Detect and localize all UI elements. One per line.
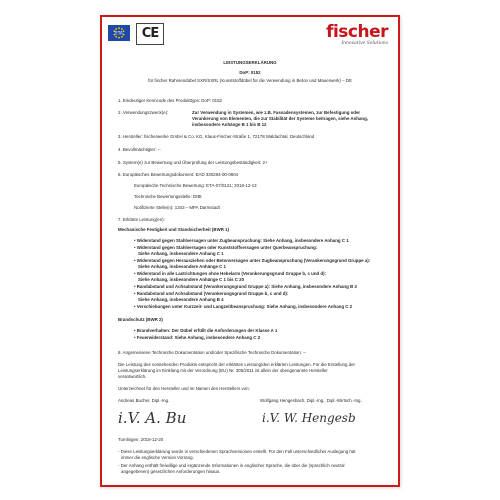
mech-heading: Mechanische Festigkeit und Standsicherheit (BWR 1) <box>118 227 230 232</box>
item-6-tab: Technische Bewertungsstelle: DIBt <box>134 194 202 199</box>
item-7: 7. Erklärte Leistung(en): <box>118 217 165 222</box>
svg-text:ETA: ETA <box>115 30 123 36</box>
footer-note-2: immer die englische Version Vorrang. <box>121 455 194 460</box>
item-2-label: 2. Verwendungszweck(e): <box>118 110 169 115</box>
item-6: 6. Europäisches Bewertungsdokument: EAD 330284-00-0604 <box>118 172 239 177</box>
fire-heading: Brandschutz (BWR 2) <box>118 317 163 322</box>
footer-note-1: - Diese Leistungserklärung wurde in verschiedenen Sprachversionen erstellt. Für den Fall unterschiedlicher Auslegung hat <box>118 449 356 454</box>
item-6-notified: Notifizierte Stelle(n): 1343 – MPA Darmstadt <box>134 205 220 210</box>
signatory-left-name: Andreas Bucher, Dipl.-Ing. <box>118 398 170 403</box>
declaration-line-1: Die Leistung des vorstehenden Produkts entspricht der erklärten Leistung/den erklärten Leistungen. Für die Erstellung der <box>118 362 355 367</box>
bullet-7: • Verschiebungen unter Kurzzeit- und Langzeitbeanspruchung: Siehe Anhang, insbesondere Anhang C 2 <box>134 304 353 309</box>
item-4: 4. Bevollmächtigter: -- <box>118 147 161 152</box>
footer-note-4: angegebenen) gesetzlichen Anforderungen hinaus. <box>121 469 221 474</box>
item-5: 5. System(e) zur Bewertung und Überprüfung der Leistungsbeständigkeit: 2+ <box>118 160 268 165</box>
bullet-4-cont: Siehe Anhang, insbesondere Anhänge C 1 bis C 20 <box>138 277 245 282</box>
declaration-line-3: verantwortlich. <box>118 374 147 379</box>
fire-bullet-2: • Feuerwiderstand: Siehe Anhang, insbesondere Anhang C 2 <box>134 335 261 340</box>
signature-right: i.V. W. Hengesb <box>262 411 356 425</box>
bullet-5: • Randabstand und Achsabstand (Verankerungsgrund Gruppe a): Siehe Anhang, insbesondere Anhang B 3 <box>134 284 357 289</box>
declaration-line-2: Leistungserklärung im Einklang mit der Verordnung (EU) Nr. 305/2011 ist allein der obengenannte Hersteller <box>118 368 328 373</box>
fischer-logo <box>326 23 388 46</box>
signature-left: i.V. A. Bu <box>118 409 187 427</box>
bullet-6-cont: Siehe Anhang, insbesondere Anhang B 4 <box>138 297 224 302</box>
footer-note-3: - Der Anhang enthält freiwillige und ergänzende Informationen in englischer Sprache, die über die (sprachlich neutral <box>118 463 345 468</box>
item-8: 8. Angemessene Technische Dokumentation und/oder Spezifische Technische Dokumentation: -- <box>118 350 307 355</box>
document-title: LEISTUNGSERKLÄRUNG <box>223 60 277 65</box>
item-2-line-2: Verankerung von Elementen, die zur Stabilität der Systeme beitragen, siehe Anhang, <box>192 116 368 121</box>
document-subtitle: für fischer Rahmendübel SXR/SXRL (Kunststoffdübel für die Verwendung in Beton und Mauerwerk) – DE <box>148 78 352 83</box>
item-6-eta: Europäische Technische Bewertung: ETA-07/0121; 2018-12-13 <box>134 183 257 188</box>
fire-bullet-1: • Brandverhalten: Der Dübel erfüllt die Anforderungen der Klasse A 1 <box>134 328 278 333</box>
bullet-3-cont: Siehe Anhang, insbesondere Anhänge C 1 <box>138 264 226 269</box>
item-2-line-3: insbesondere Anhänge B 1 bis B 12 <box>192 122 267 127</box>
bullet-3: • Widerstand gegen Herausziehen oder Betonversagen unter Zugbeanspruchung (Verankerungsgrund Gruppe a): <box>134 258 371 263</box>
dop-line: DoP: 0152 <box>239 70 261 75</box>
eu-flag-icon <box>108 25 130 41</box>
place-date: Tumlingen, 2018-12-20 <box>118 437 164 442</box>
item-2-line-1: Zur Verwendung in Systemen, wie z.B. Fassadensystemen, zur Befestigung oder <box>192 110 361 115</box>
brand-tagline: Innovative Solutions <box>341 41 388 46</box>
bullet-2: • Widerstand gegen Stahlversagen oder Kunststoffversagen unter Querbeanspruchung: <box>134 245 318 250</box>
brand-name: fischer <box>326 22 388 42</box>
signatory-right-name: Wolfgang Hengesbach, Dipl.-Ing., Dipl.-Wirtsch.-Ing. <box>260 398 362 403</box>
bullet-2-cont: Siehe Anhang, insbesondere Anhang C 1 <box>138 251 224 256</box>
bullet-6: • Randabstand und Achsabstand (Verankerungsgrund Gruppe b, c und d): <box>134 291 289 296</box>
signed-for: Unterzeichnet für den Hersteller und im Namen des Herstellers von: <box>118 386 250 391</box>
ce-mark-icon: CE <box>136 23 164 45</box>
bullet-4: • Widerstand in alle Lastrichtungen ohne Hebelarm (Verankerungsgrund Gruppe b, c und d): <box>134 271 327 276</box>
declaration-document <box>100 15 400 487</box>
item-3: 3. Hersteller: fischerwerke GmbH & Co. KG, Klaus-Fischer-Straße 1, 72178 Waldachtal, Deutschland <box>118 134 315 139</box>
bullet-1: • Widerstand gegen Stahlversagen unter Zugbeanspruchung: Siehe Anhang, insbesondere Anhang C 1 <box>134 238 349 243</box>
item-1: 1. Eindeutiger Kenncode des Produkttyps: DoP: 0152 <box>118 98 222 103</box>
